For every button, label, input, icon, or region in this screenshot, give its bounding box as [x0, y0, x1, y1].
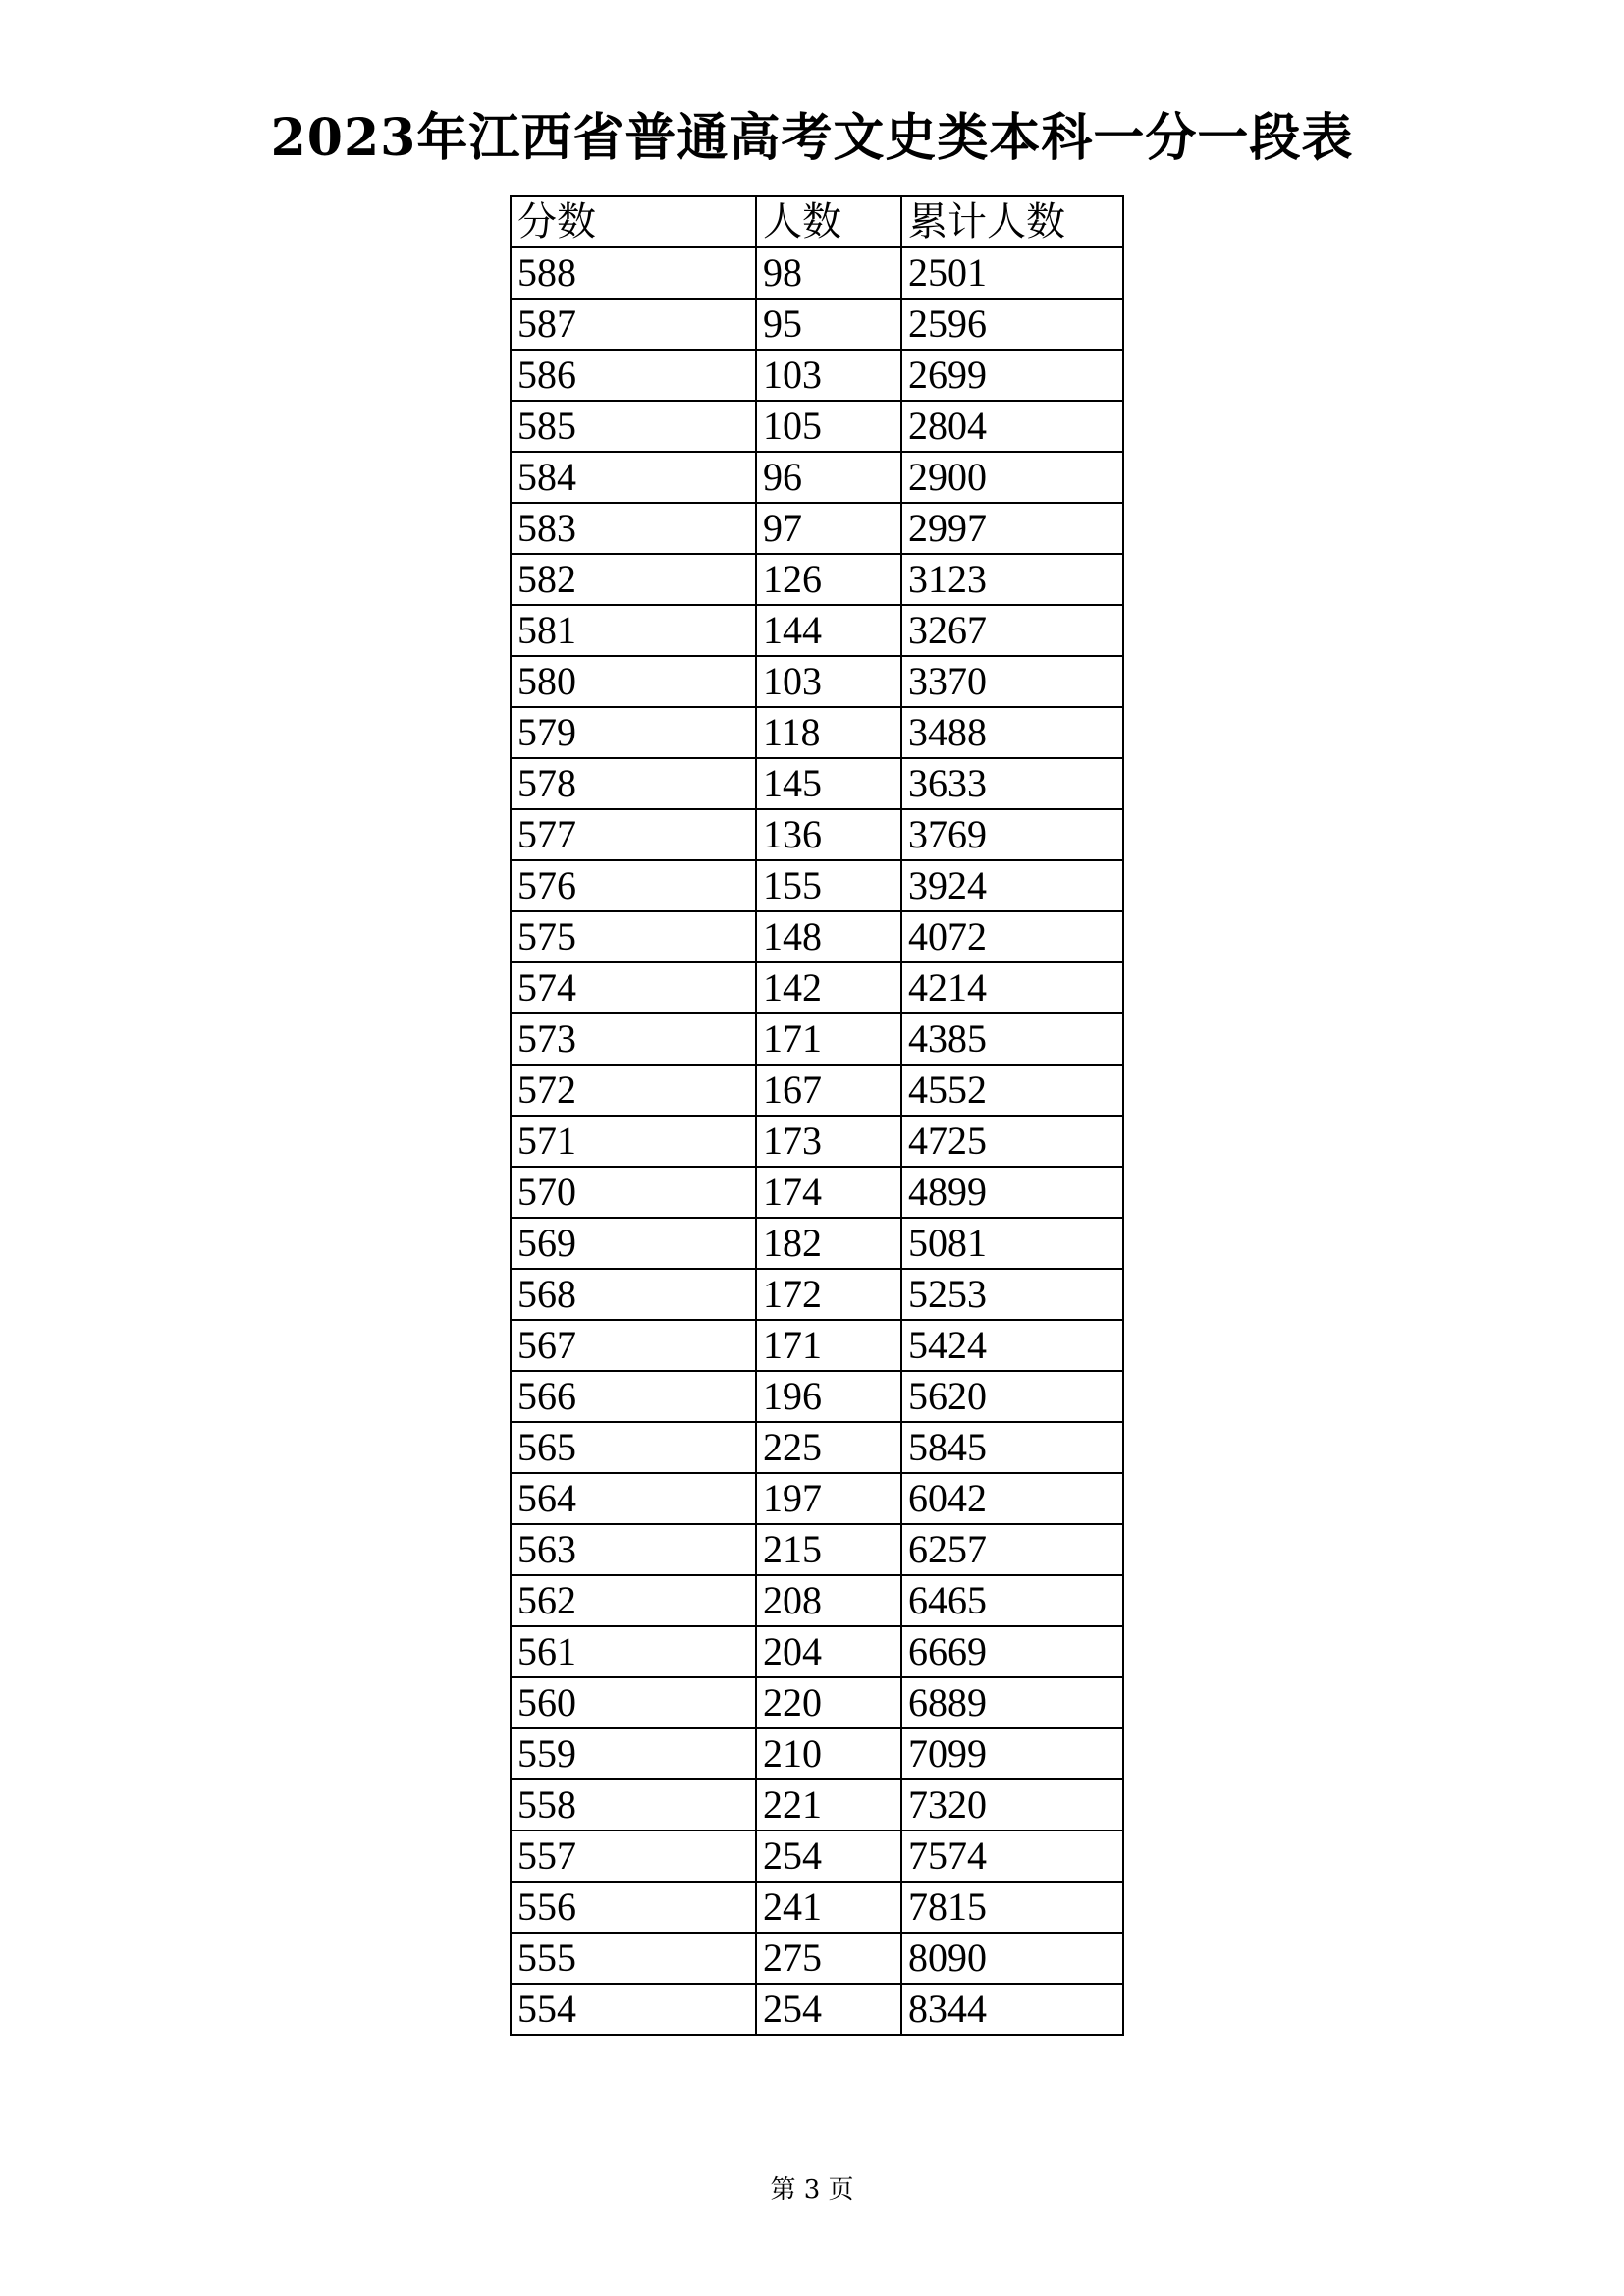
cell-count: 196 [756, 1371, 901, 1422]
cell-cumulative: 6042 [901, 1473, 1123, 1524]
cell-cumulative: 2997 [901, 503, 1123, 554]
table-row [511, 1882, 1123, 1933]
cell-count: 145 [756, 758, 901, 809]
cell-count: 103 [756, 350, 901, 401]
table-row [511, 1473, 1123, 1524]
cell-cumulative: 4899 [901, 1167, 1123, 1218]
header-score: 分数 [511, 196, 756, 247]
cell-count: 126 [756, 554, 901, 605]
table-row [511, 605, 1123, 656]
cell-cumulative: 5620 [901, 1371, 1123, 1422]
cell-count: 210 [756, 1728, 901, 1779]
cell-score: 559 [511, 1728, 756, 1779]
table-row [511, 1116, 1123, 1167]
cell-cumulative: 5081 [901, 1218, 1123, 1269]
cell-score: 562 [511, 1575, 756, 1626]
table-row [511, 503, 1123, 554]
cell-score: 575 [511, 911, 756, 962]
table-row [511, 1728, 1123, 1779]
table-row [511, 1831, 1123, 1882]
cell-score: 556 [511, 1882, 756, 1933]
cell-count: 254 [756, 1984, 901, 2035]
cell-count: 144 [756, 605, 901, 656]
cell-cumulative: 3370 [901, 656, 1123, 707]
cell-score: 574 [511, 962, 756, 1013]
cell-score: 587 [511, 299, 756, 350]
cell-score: 579 [511, 707, 756, 758]
cell-count: 197 [756, 1473, 901, 1524]
table-row [511, 1677, 1123, 1728]
table-row [511, 809, 1123, 860]
cell-count: 241 [756, 1882, 901, 1933]
cell-score: 569 [511, 1218, 756, 1269]
table-row [511, 1422, 1123, 1473]
header-cumulative: 累计人数 [901, 196, 1123, 247]
cell-score: 572 [511, 1065, 756, 1116]
cell-count: 105 [756, 401, 901, 452]
cell-cumulative: 8344 [901, 1984, 1123, 2035]
table-header-row [511, 196, 1123, 247]
cell-count: 98 [756, 247, 901, 299]
cell-cumulative: 5253 [901, 1269, 1123, 1320]
cell-count: 204 [756, 1626, 901, 1677]
table-row [511, 860, 1123, 911]
cell-count: 215 [756, 1524, 901, 1575]
table-row [511, 299, 1123, 350]
cell-count: 182 [756, 1218, 901, 1269]
cell-count: 155 [756, 860, 901, 911]
cell-cumulative: 6669 [901, 1626, 1123, 1677]
cell-score: 573 [511, 1013, 756, 1065]
cell-score: 580 [511, 656, 756, 707]
cell-score: 586 [511, 350, 756, 401]
table-row [511, 247, 1123, 299]
cell-score: 585 [511, 401, 756, 452]
cell-score: 558 [511, 1779, 756, 1831]
cell-score: 582 [511, 554, 756, 605]
table-row [511, 1524, 1123, 1575]
cell-cumulative: 2900 [901, 452, 1123, 503]
cell-count: 174 [756, 1167, 901, 1218]
table-row [511, 1371, 1123, 1422]
cell-count: 254 [756, 1831, 901, 1882]
table-row [511, 1933, 1123, 1984]
cell-count: 275 [756, 1933, 901, 1984]
cell-score: 577 [511, 809, 756, 860]
cell-cumulative: 3633 [901, 758, 1123, 809]
table-row [511, 1984, 1123, 2035]
table-row [511, 554, 1123, 605]
cell-count: 136 [756, 809, 901, 860]
table-row [511, 1269, 1123, 1320]
cell-count: 118 [756, 707, 901, 758]
cell-score: 581 [511, 605, 756, 656]
table-row [511, 1320, 1123, 1371]
cell-cumulative: 7574 [901, 1831, 1123, 1882]
cell-cumulative: 2699 [901, 350, 1123, 401]
cell-count: 103 [756, 656, 901, 707]
cell-cumulative: 4072 [901, 911, 1123, 962]
cell-count: 173 [756, 1116, 901, 1167]
cell-count: 96 [756, 452, 901, 503]
cell-score: 560 [511, 1677, 756, 1728]
cell-score: 565 [511, 1422, 756, 1473]
cell-count: 171 [756, 1320, 901, 1371]
cell-cumulative: 3924 [901, 860, 1123, 911]
cell-count: 167 [756, 1065, 901, 1116]
cell-cumulative: 4725 [901, 1116, 1123, 1167]
cell-score: 570 [511, 1167, 756, 1218]
cell-cumulative: 8090 [901, 1933, 1123, 1984]
cell-cumulative: 3267 [901, 605, 1123, 656]
table-row [511, 707, 1123, 758]
table-row [511, 758, 1123, 809]
cell-score: 576 [511, 860, 756, 911]
cell-score: 578 [511, 758, 756, 809]
table-row [511, 1065, 1123, 1116]
table-row [511, 401, 1123, 452]
cell-count: 220 [756, 1677, 901, 1728]
cell-cumulative: 5845 [901, 1422, 1123, 1473]
cell-score: 557 [511, 1831, 756, 1882]
table-row [511, 1626, 1123, 1677]
table-row [511, 1013, 1123, 1065]
cell-cumulative: 3123 [901, 554, 1123, 605]
cell-cumulative: 4214 [901, 962, 1123, 1013]
cell-cumulative: 6257 [901, 1524, 1123, 1575]
cell-score: 554 [511, 1984, 756, 2035]
cell-score: 566 [511, 1371, 756, 1422]
cell-score: 571 [511, 1116, 756, 1167]
table-row [511, 656, 1123, 707]
cell-count: 97 [756, 503, 901, 554]
table-row [511, 1575, 1123, 1626]
table-row [511, 1779, 1123, 1831]
document-title: 2023年江西省普通高考文史类本科一分一段表 [270, 108, 1354, 168]
cell-score: 588 [511, 247, 756, 299]
table-row [511, 962, 1123, 1013]
cell-score: 583 [511, 503, 756, 554]
table-body [511, 247, 1123, 2035]
table-row [511, 452, 1123, 503]
cell-cumulative: 2501 [901, 247, 1123, 299]
cell-score: 568 [511, 1269, 756, 1320]
cell-cumulative: 7099 [901, 1728, 1123, 1779]
cell-cumulative: 6889 [901, 1677, 1123, 1728]
cell-count: 172 [756, 1269, 901, 1320]
cell-count: 171 [756, 1013, 901, 1065]
cell-count: 148 [756, 911, 901, 962]
table-row [511, 911, 1123, 962]
cell-cumulative: 2596 [901, 299, 1123, 350]
cell-count: 142 [756, 962, 901, 1013]
cell-score: 563 [511, 1524, 756, 1575]
cell-cumulative: 3488 [901, 707, 1123, 758]
cell-cumulative: 6465 [901, 1575, 1123, 1626]
cell-cumulative: 5424 [901, 1320, 1123, 1371]
score-distribution-table [510, 195, 1124, 2036]
cell-score: 561 [511, 1626, 756, 1677]
cell-cumulative: 3769 [901, 809, 1123, 860]
table-row [511, 350, 1123, 401]
table-row [511, 1167, 1123, 1218]
cell-count: 225 [756, 1422, 901, 1473]
cell-cumulative: 7815 [901, 1882, 1123, 1933]
cell-count: 95 [756, 299, 901, 350]
table-row [511, 1218, 1123, 1269]
page-number: 第 3 页 [770, 2175, 854, 2205]
cell-score: 564 [511, 1473, 756, 1524]
cell-count: 221 [756, 1779, 901, 1831]
cell-cumulative: 7320 [901, 1779, 1123, 1831]
header-count: 人数 [756, 196, 901, 247]
cell-count: 208 [756, 1575, 901, 1626]
cell-cumulative: 2804 [901, 401, 1123, 452]
cell-score: 584 [511, 452, 756, 503]
cell-cumulative: 4385 [901, 1013, 1123, 1065]
cell-cumulative: 4552 [901, 1065, 1123, 1116]
cell-score: 567 [511, 1320, 756, 1371]
cell-score: 555 [511, 1933, 756, 1984]
